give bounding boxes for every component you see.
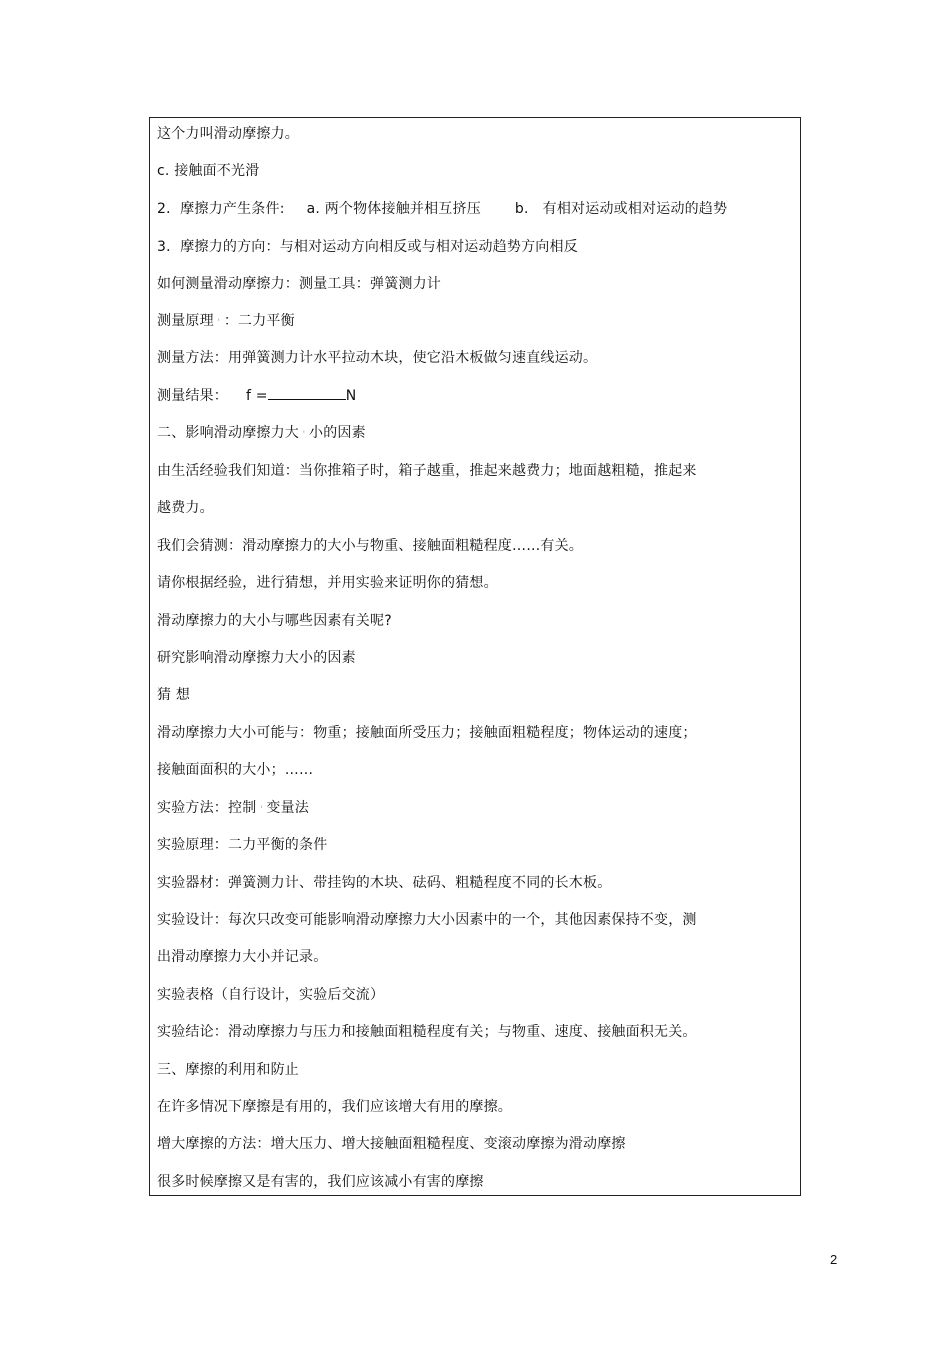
- content-table-cell: [149, 117, 801, 1196]
- text-line: 研究影响滑动摩擦力大小的因素: [157, 650, 356, 666]
- page-number: 2: [830, 1252, 838, 1267]
- text-line: 实验器材：弹簧测力计、带挂钩的木块、砝码、粗糙程度不同的长木板。: [157, 875, 612, 891]
- text-line: 我们会猜测：滑动摩擦力的大小与物重、接触面粗糙程度……有关。: [157, 538, 583, 554]
- stray-mark: ': [217, 318, 221, 328]
- text-line: 实验结论：滑动摩擦力与压力和接触面粗糙程度有关；与物重、速度、接触面积无关。: [157, 1024, 697, 1040]
- text-line: 增大摩擦的方法：增大压力、增大接触面粗糙程度、变滚动摩擦为滑动摩擦: [157, 1136, 626, 1152]
- text-line: 如何测量滑动摩擦力：测量工具：弹簧测力计: [157, 276, 441, 292]
- principle-value: ：二力平衡: [223, 313, 295, 329]
- text-line: 很多时候摩擦又是有害的，我们应该减小有害的摩擦: [157, 1174, 484, 1190]
- text-line: 测量方法：用弹簧测力计水平拉动木块，使它沿木板做匀速直线运动。: [157, 350, 598, 366]
- principle-label: 测量原理: [157, 313, 214, 329]
- section-heading-3: 三、摩擦的利用和防止: [157, 1062, 299, 1078]
- heading-part: 小的因素: [309, 425, 366, 441]
- text-line: 由生活经验我们知道：当你推箱子时，箱子越重，推起来越费力；地面越粗糙，推起来: [157, 463, 697, 479]
- text-line: 猜 想: [157, 687, 191, 703]
- text-line: 这个力叫滑动摩擦力。: [157, 126, 299, 142]
- text-line: 滑动摩擦力大小可能与：物重；接触面所受压力；接触面粗糙程度；物体运动的速度；: [157, 725, 697, 741]
- text-line: c. 接触面不光滑: [157, 163, 260, 179]
- text-line: 接触面面积的大小；……: [157, 762, 314, 778]
- method-value: 变量法: [266, 800, 310, 816]
- text-line: 实验表格（自行设计，实验后交流）: [157, 987, 385, 1003]
- text-line: 越费力。: [157, 500, 214, 516]
- stray-mark: ': [260, 805, 263, 815]
- conditions-label: 2．摩擦力产生条件:: [157, 201, 285, 217]
- text-line: 滑动摩擦力的大小与哪些因素有关呢?: [157, 613, 392, 629]
- experiment-method-line: [157, 799, 309, 819]
- result-unit: N: [345, 388, 357, 404]
- text-line: 3．摩擦力的方向：与相对运动方向相反或与相对运动趋势方向相反: [157, 239, 578, 255]
- answer-blank: [268, 387, 346, 400]
- measurement-result-line: [157, 387, 356, 405]
- friction-conditions-line: [157, 200, 727, 218]
- section-heading-2: [157, 424, 366, 444]
- measurement-principle-line: [157, 312, 295, 332]
- heading-part: 二、影响滑动摩擦力大: [157, 425, 299, 441]
- stray-mark: ': [302, 430, 306, 440]
- result-formula: f =: [246, 388, 268, 404]
- condition-b-label: b.: [514, 201, 529, 217]
- condition-a: a. 两个物体接触并相互挤压: [306, 201, 481, 217]
- condition-b: 有相对运动或相对运动的趋势: [542, 201, 728, 217]
- text-line: 实验设计：每次只改变可能影响滑动摩擦力大小因素中的一个，其他因素保持不变，测: [157, 912, 697, 928]
- text-line: 请你根据经验，进行猜想，并用实验来证明你的猜想。: [157, 575, 498, 591]
- result-label: 测量结果：: [157, 388, 228, 404]
- text-line: 在许多情况下摩擦是有用的，我们应该增大有用的摩擦。: [157, 1099, 512, 1115]
- text-line: 实验原理：二力平衡的条件: [157, 837, 328, 853]
- method-label: 实验方法：控制: [157, 800, 257, 816]
- text-line: 出滑动摩擦力大小并记录。: [157, 949, 328, 965]
